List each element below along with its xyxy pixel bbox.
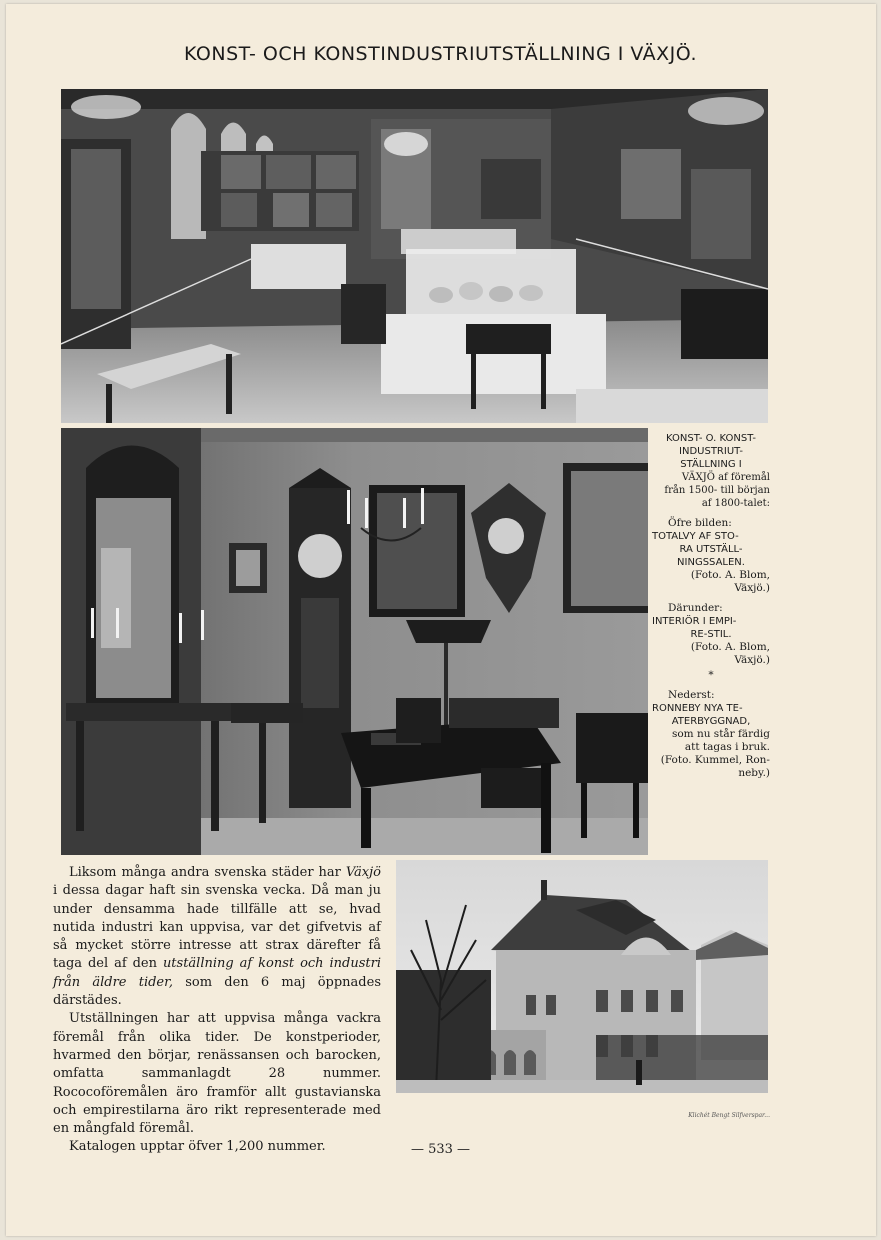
paragraph-2: Utställningen har att uppvisa många vackra föremål från olika tider. De konstperioder, hvarmed den börjar, renässansen och barocken, omfatta sammanlagdt 28 nummer. Rococoföremålen äro framför allt gustavianska och empirestilarna äro rikt representerade med en mångfald föremål. (53, 1011, 381, 1137)
photo-caption (652, 432, 770, 787)
caption-star: * (708, 669, 714, 681)
photo-empire-interior (61, 428, 648, 855)
paragraph-1: Liksom många andra svenska städer har Växjö i dessa dagar haft sin svenska vecka. Då man ju under densamma hade tillfälle att se, hvad nutida industri kan uppvisa, var det gifvetvis af så mycket större intresse att strax därefter få taga del af den utställning af konst och industri från äldre tider, som den 6 maj öppnades därstädes. (53, 865, 381, 1009)
caption-upper: Öfre bilden: TOTALVY AF STO- RA UTSTÄLL- NINGSSALEN. (Foto. A. Blom, Växjö.) (652, 517, 770, 594)
caption-heading: KONST- O. KONST- INDUSTRIUT- STÄLLNING I VÄXJÖ af föremål från 1500- till början af 1800-talet: (664, 433, 770, 509)
page-title: KONST- OCH KONSTINDUSTRIUTSTÄLLNING I VÄXJÖ. (184, 43, 697, 65)
caption-middle: Därunder: INTERIÖR I EMPI- RE-STIL. (Foto. A. Blom, Växjö.) * (652, 602, 770, 681)
article-body (53, 864, 381, 1157)
photo-exhibition-hall (61, 89, 768, 423)
photo-ronneby-theatre (396, 860, 768, 1093)
caption-lower: Nederst: RONNEBY NYA TE- ATERBYGGNAD, som nu står färdig att tagas i bruk. (Foto. Kummel, Ron- neby.) (652, 689, 770, 779)
paragraph-3: Katalogen upptar öfver 1,200 nummer. (69, 1139, 326, 1155)
page-number: — 533 — (410, 1142, 471, 1157)
cliche-credit: Klichét Bengt Silfverspar... (688, 1112, 770, 1119)
